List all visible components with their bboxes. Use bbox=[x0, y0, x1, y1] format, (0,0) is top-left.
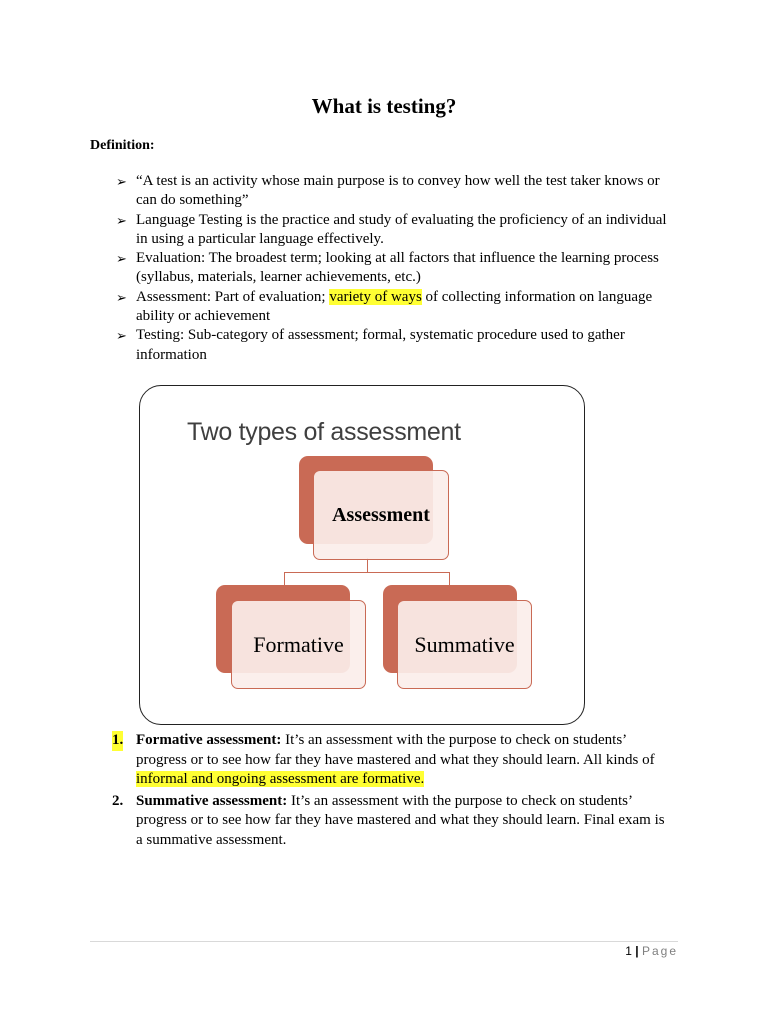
page-title: What is testing? bbox=[311, 94, 457, 118]
item-number: 1. bbox=[112, 731, 123, 751]
definition-label: Definition: bbox=[90, 138, 155, 153]
list-item: ➢ Assessment: Part of evaluation; variety of ways of collecting information on language ability or achievement bbox=[116, 288, 653, 325]
root-node: Assessment bbox=[313, 470, 449, 560]
connector-line bbox=[367, 558, 368, 572]
list-item: 1. Formative assessment: It’s an assessment with the purpose to check on students’ progress or to see how far they have mastered and what they should learn. All kinds of informal and ongoing assessment are formative. bbox=[112, 732, 655, 787]
page-number: 1 bbox=[625, 944, 632, 958]
connector-line bbox=[284, 572, 450, 573]
list-item: ➢ Testing: Sub-category of assessment; formal, systematic procedure used to gather information bbox=[116, 327, 625, 363]
arrow-bullet-icon: ➢ bbox=[116, 251, 127, 267]
list-item: 2. Summative assessment: It’s an assessment with the purpose to check on students’ progress or to see how far they have mastered and what they should learn. Final exam is a summative assessment. bbox=[112, 792, 665, 848]
connector-line bbox=[449, 572, 450, 586]
arrow-bullet-icon: ➢ bbox=[116, 212, 127, 228]
arrow-bullet-icon: ➢ bbox=[116, 289, 127, 305]
highlighted-text: variety of ways bbox=[329, 288, 422, 305]
definition-list bbox=[116, 172, 676, 365]
numbered-list bbox=[112, 731, 672, 852]
connector-line bbox=[284, 572, 285, 586]
list-item: ➢ Evaluation: The broadest term; looking at all factors that influence the learning process (syllabus, materials, learner achievements, etc.) bbox=[116, 250, 659, 286]
list-item: ➢ “A test is an activity whose main purpose is to convey how well the test taker knows or can do something” bbox=[116, 173, 660, 209]
arrow-bullet-icon: ➢ bbox=[116, 174, 127, 189]
footer-divider bbox=[90, 941, 678, 942]
page-label: Page bbox=[641, 944, 678, 958]
item-number: 2. bbox=[112, 792, 124, 809]
diagram-title: Two types of assessment bbox=[187, 418, 461, 446]
page-footer bbox=[625, 944, 678, 958]
summative-node: Summative bbox=[397, 600, 532, 689]
highlighted-text: informal and ongoing assessment are formative. bbox=[136, 771, 425, 787]
formative-node: Formative bbox=[231, 600, 366, 689]
footer-separator: | bbox=[635, 944, 639, 958]
list-item: ➢ Language Testing is the practice and study of evaluating the proficiency of an individual in using a particular language effectively. bbox=[116, 211, 667, 247]
arrow-bullet-icon: ➢ bbox=[116, 328, 127, 344]
